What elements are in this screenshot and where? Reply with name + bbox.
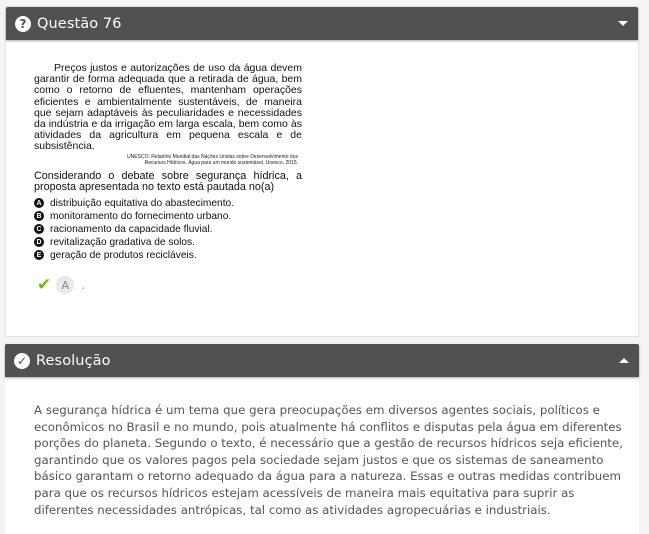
- question-header[interactable]: [6, 7, 638, 40]
- option-text: geração de produtos recicláveis.: [50, 249, 197, 261]
- option-letter: D: [34, 237, 44, 247]
- resolution-title: Resolução: [36, 352, 111, 369]
- checkmark-icon: ✔: [37, 274, 52, 295]
- option-text: distribuição equitativa do abastecimento.: [50, 197, 235, 209]
- question-image: [34, 63, 302, 262]
- option-e: [34, 249, 302, 262]
- question-prompt: Considerando o debate sobre segurança hídrica, a proposta apresentada no texto está pautada no(a): [34, 169, 302, 194]
- option-text: monitoramento do fornecimento urbano.: [50, 210, 232, 222]
- question-circle-icon: ?: [15, 16, 31, 32]
- option-a: [34, 197, 302, 210]
- answer-row: [37, 276, 85, 294]
- option-letter: E: [34, 250, 44, 260]
- question-passage: Preços justos e autorizações de uso da água devem garantir de forma adequada que a retirada de água, bem como o retorno de efluentes, mantenham operações eficientes e ambientalmente sustentáveis, de maneira que sejam adaptáveis às peculiaridades e necessidades da indústria e da irrigação em larga escala, bem como às atividades da agricultura em pequena escala e de subsistência.: [34, 62, 302, 153]
- passage-source: UNESCO. Relatório Mundial das Nações Unidas sobre Desenvolvimento dos Recursos Hídricos. Água para um mundo sustentável. Unesco, 2015.: [127, 153, 298, 166]
- resolution-text: A segurança hídrica é um tema que gera preocupações em diversos agentes sociais, políticos e econômicos no Brasil e no mundo, pois atualmente há conflitos e disputas pela água em diferentes porções do planeta. Segundo o texto, é necessário que a gestão de recursos hídricos seja eficiente, garantindo que os valores pagos pela sociedade sejam justos e que os sistemas de saneamento básico garantam o retorno adequado da água para a natureza. Essas e outras medidas contribuem para que os recursos hídricos estejam acessíveis de maneira mais equitativa para suprir as diferentes necessidades antrópicas, tal como as atividades agropecuárias e industriais.: [34, 403, 623, 517]
- option-text: racionamento da capacidade fluvial.: [50, 223, 213, 235]
- check-circle-icon: ✓: [14, 353, 30, 369]
- option-d: [34, 236, 302, 249]
- option-c: [34, 223, 302, 236]
- question-title: Questão 76: [37, 15, 122, 32]
- answer-badge: A: [56, 276, 74, 294]
- option-text: revitalização gradativa de solos.: [50, 236, 195, 248]
- resolution-header[interactable]: [5, 344, 639, 377]
- option-letter: A: [34, 198, 44, 208]
- option-letter: B: [34, 211, 44, 221]
- chevron-down-icon[interactable]: [618, 21, 628, 26]
- chevron-up-icon[interactable]: [619, 358, 629, 363]
- answer-suffix: .: [81, 278, 86, 292]
- option-b: [34, 210, 302, 223]
- option-letter: C: [34, 224, 44, 234]
